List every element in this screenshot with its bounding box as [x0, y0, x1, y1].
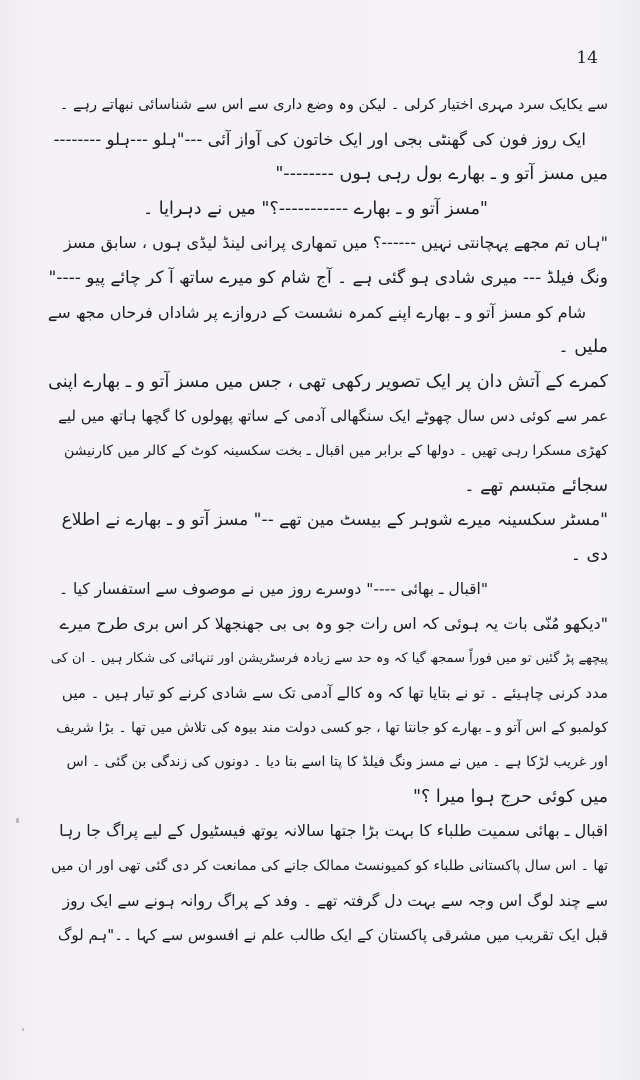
text-line: دی ۔: [570, 544, 608, 565]
text-line: "مسٹر سکسینہ میرے شوہر کے بیسٹ مین تھے --" مسز آتو و ـ بھارے نے اطلاع: [61, 510, 608, 531]
text-line: میں کوئی حرج ہوا میرا ؟": [412, 786, 608, 807]
text-line: عمر سے کوئی دس سال چھوٹے ایک سنگھالی آدمی کے ساتھ پھولوں کا گچھا ہاتھ میں لیے: [58, 407, 608, 426]
text-line: اقبال ـ بھائی سمیت طلباء کا بہت بڑا جتھا سالانہ یوتھ فیسٹیول کے لیے پراگ جا رہا: [59, 821, 608, 841]
text-line: سجائے متبسم تھے ۔: [464, 475, 608, 496]
text-line: ملیں ۔: [558, 337, 608, 358]
text-line: کمرے کے آتش دان پر ایک تصویر رکھی تھی ، جس میں مسز آتو و ـ بھارے اپنی: [48, 371, 608, 392]
text-line: میں مسز آتو و ـ بھارے بول رہی ہوں --------": [275, 164, 608, 185]
text-line: "ہاں تم مجھے پہچانتی نہیں ------؟ میں تمھاری پرانی لینڈ لیڈی ہوں ، سابق مسز: [63, 233, 608, 253]
text-line: کھڑی مسکرا رہی تھیں ۔ دولھا کے برابر میں اقبال ـ بخت سکسینہ کوٹ کے کالر میں کارنیشن: [63, 442, 608, 459]
text-line: اور غریب لڑکا ہے ۔ میں نے مسز ونگ فیلڈ کا پتا اسے بتا دیا ۔ دونوں کی زندگی بن گئی ۔ اس: [66, 754, 608, 771]
text-line: "دیکھو مُنّی بات یہ ہوئی کہ اس رات جو وہ بی بی جھنجھلا کر اس بری طرح میرے: [59, 613, 608, 633]
text-line: سے یکایک سرد مہری اختیار کرلی ۔ لیکن وہ وضع داری سے اس سے شناسائی نبھاتے رہے ۔: [59, 97, 608, 113]
text-line: سے چند لوگ اس وجہ سے بہت دل گرفتہ تھے ۔ وفد کے پراگ روانہ ہونے سے ایک روز: [62, 891, 608, 910]
text-line: پیچھے پڑ گئیں تو میں فوراً سمجھ گیا کہ وہ حد سے زیادہ فرسٹریشن اور تنہائی کی شکار ہیں ۔ ان کی: [50, 650, 608, 666]
text-line: مدد کرنی چاہیئے ۔ تو نے بتایا تھا کہ وہ کالے آدمی تک سے شادی کرنے کو تیار ہیں ۔ میں: [61, 684, 608, 703]
text-line: قبل ایک تقریب میں مشرقی پاکستان کے ایک طالب علم نے افسوس سے کہا ۔۔"ہم لوگ: [57, 926, 608, 945]
page-body-text: [48, 88, 608, 953]
text-line: ایک روز فون کی گھنٹی بجی اور ایک خاتون کی آواز آئی ---"ہلو ---ہلو --------: [53, 129, 586, 149]
paper-speck: [22, 1028, 24, 1031]
text-line: تھا ۔ اس سال پاکستانی طلباء کو کمیونسٹ ممالک جانے کی ممانعت کر دی گئی تھی اور ان میں: [51, 858, 608, 875]
paper-speck: [16, 818, 19, 823]
text-line: "مسز آتو و ـ بھارے -----------؟" میں نے دہرایا ۔: [142, 198, 488, 219]
text-line: ونگ فیلڈ --- میری شادی ہو گئی ہے ۔ آج شام کو میرے ساتھ آ کر چائے پیو ----": [48, 267, 608, 288]
page-number: 14: [576, 48, 598, 68]
text-line: "اقبال ـ بھائی ----" دوسرے روز میں نے موصوف سے استفسار کیا ۔: [58, 580, 488, 599]
text-line: کولمبو کے اس آتو و ـ بھارے کو جانتا تھا ، جو کسی دولت مند بیوہ کی تلاش میں تھا ۔ بڑا شریف: [56, 719, 608, 736]
text-line: شام کو مسز آتو و ـ بھارے اپنے کمرہ نشست کے دروازے پر شاداں فرحاں مجھ سے: [48, 302, 586, 322]
